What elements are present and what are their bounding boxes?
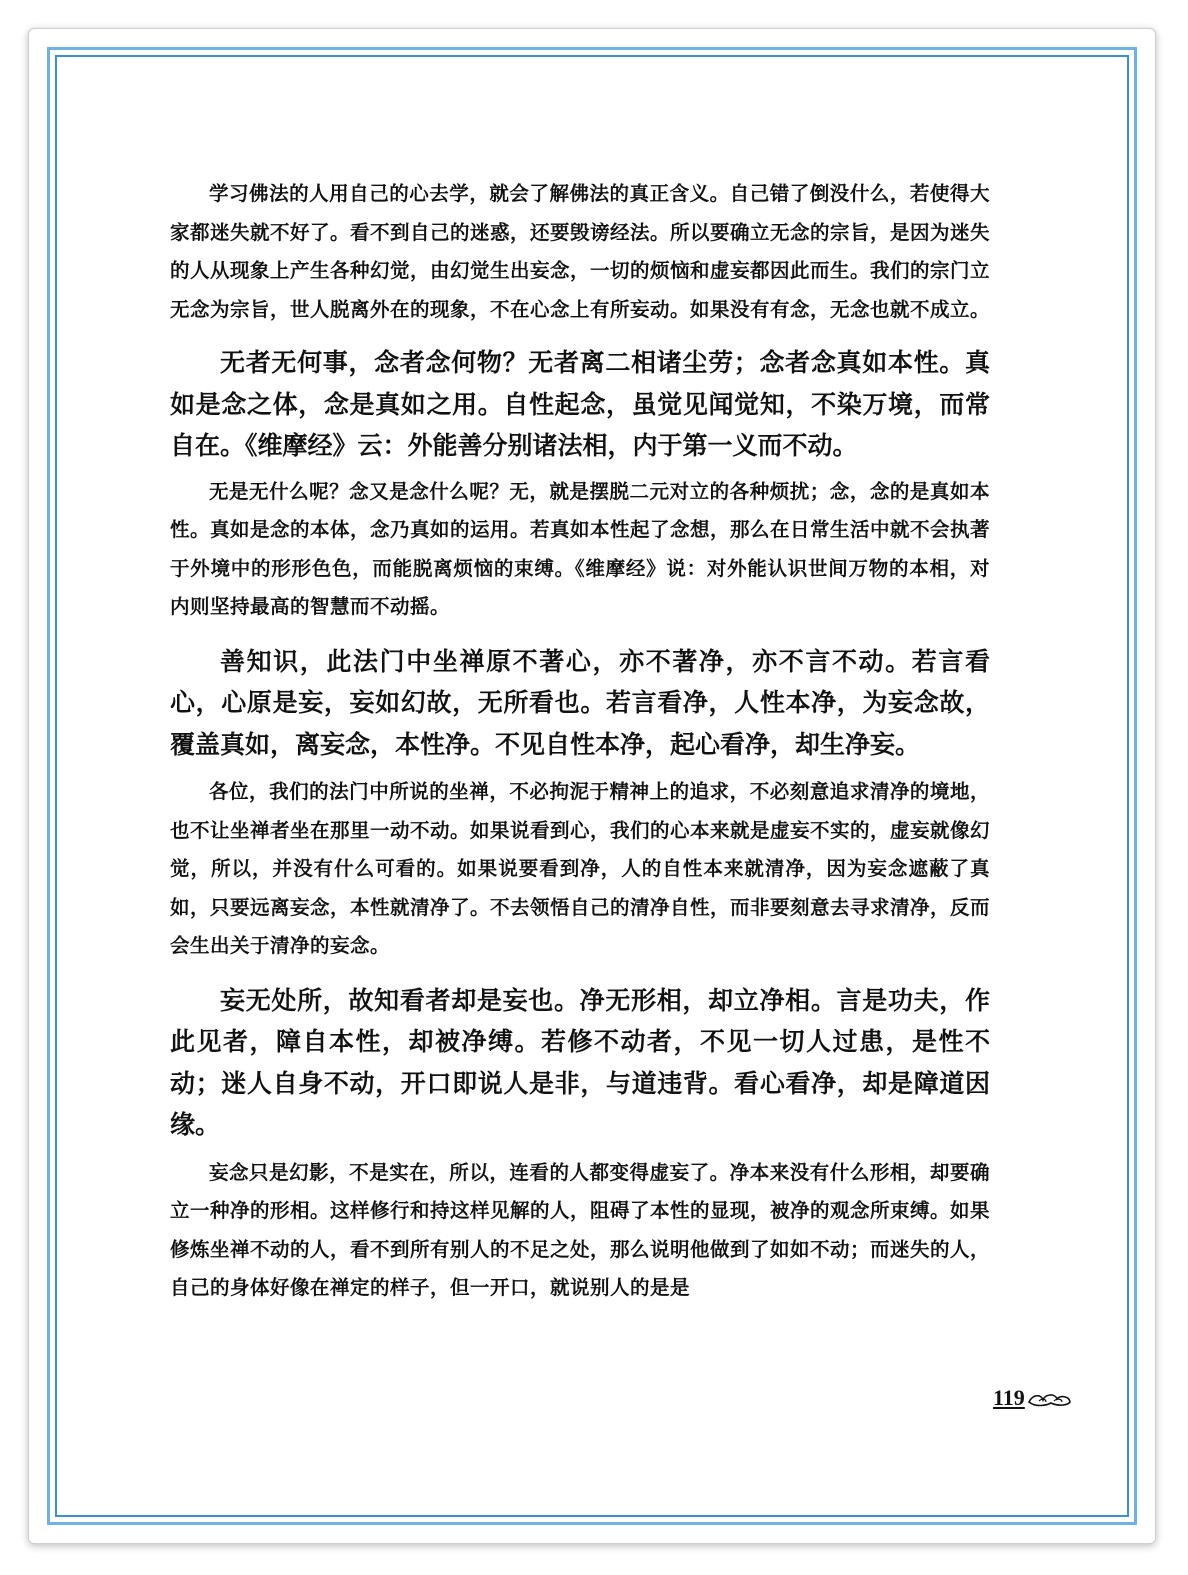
page-body [170, 175, 990, 1308]
sutra-paragraph: 无者无何事，念者念何物？无者离二相诸尘劳；念者念真如本性。真如是念之体，念是真如之用。自性起念，虽觉见闻觉知，不染万境，而常自在。《维摩经》云：外能善分别诸法相，内于第一义而不动。 [170, 348, 990, 460]
sutra-paragraph: 妄无处所，故知看者却是妄也。净无形相，却立净相。言是功夫，作此见者，障自本性，却被净缚。若修不动者，不见一切人过患，是性不动；迷人自身不动，开口即说人是非，与道违背。看心看净，却是障道因缘。 [170, 985, 990, 1139]
commentary-paragraph: 无是无什么呢？念又是念什么呢？无，就是摆脱二元对立的各种烦扰；念，念的是真如本性。真如是念的本体，念乃真如的运用。若真如本性起了念想，那么在日常生活中就不会执著于外境中的形形色色，而能脱离烦恼的束缚。《维摩经》说：对外能认识世间万物的本相，对内则坚持最高的智慧而不动摇。 [170, 479, 991, 618]
commentary-paragraph: 学习佛法的人用自己的心去学，就会了解佛法的真正含义。自己错了倒没什么，若使得大家都迷失就不好了。看不到自己的迷惑，还要毁谤经法。所以要确立无念的宗旨，是因为迷失的人从现象上产生各种幻觉，由幻觉生出妄念，一切的烦恼和虚妄都因此而生。我们的宗门立无念为宗旨，世人脱离外在的现象，不在心念上有所妄动。如果没有有念，无念也就不成立。 [170, 182, 991, 321]
commentary-paragraph: 妄念只是幻影，不是实在，所以，连看的人都变得虚妄了。净本来没有什么形相，却要确立一种净的形相。这样修行和持这样见解的人，阻碍了本性的显现，被净的观念所束缚。如果修炼坐禅不动的人，看不到所有别人的不足之处，那么说明他做到了如如不动；而迷失的人，自己的身体好像在禅定的样子，但一开口，就说别人的是是 [170, 1160, 991, 1299]
cloud-ornament-icon [1027, 1390, 1073, 1410]
page-number: 119 [993, 1385, 1025, 1410]
commentary-paragraph: 各位，我们的法门中所说的坐禅，不必拘泥于精神上的追求，不必刻意追求清净的境地，也不让坐禅者坐在那里一动不动。如果说看到心，我们的心本来就是虚妄不实的，虚妄就像幻觉，所以，并没有什么可看的。如果说要看到净，人的自性本来就清净，因为妄念遮蔽了真如，只要远离妄念，本性就清净了。不去领悟自己的清净自性，而非要刻意去寻求清净，反而会生出关于清净的妄念。 [170, 780, 991, 957]
page-footer [993, 1385, 1073, 1411]
sutra-paragraph: 善知识，此法门中坐禅原不著心，亦不著净，亦不言不动。若言看心，心原是妄，妄如幻故，无所看也。若言看净，人性本净，为妄念故，覆盖真如，离妄念，本性净。不见自性本净，起心看净，却生净妄。 [170, 646, 990, 759]
